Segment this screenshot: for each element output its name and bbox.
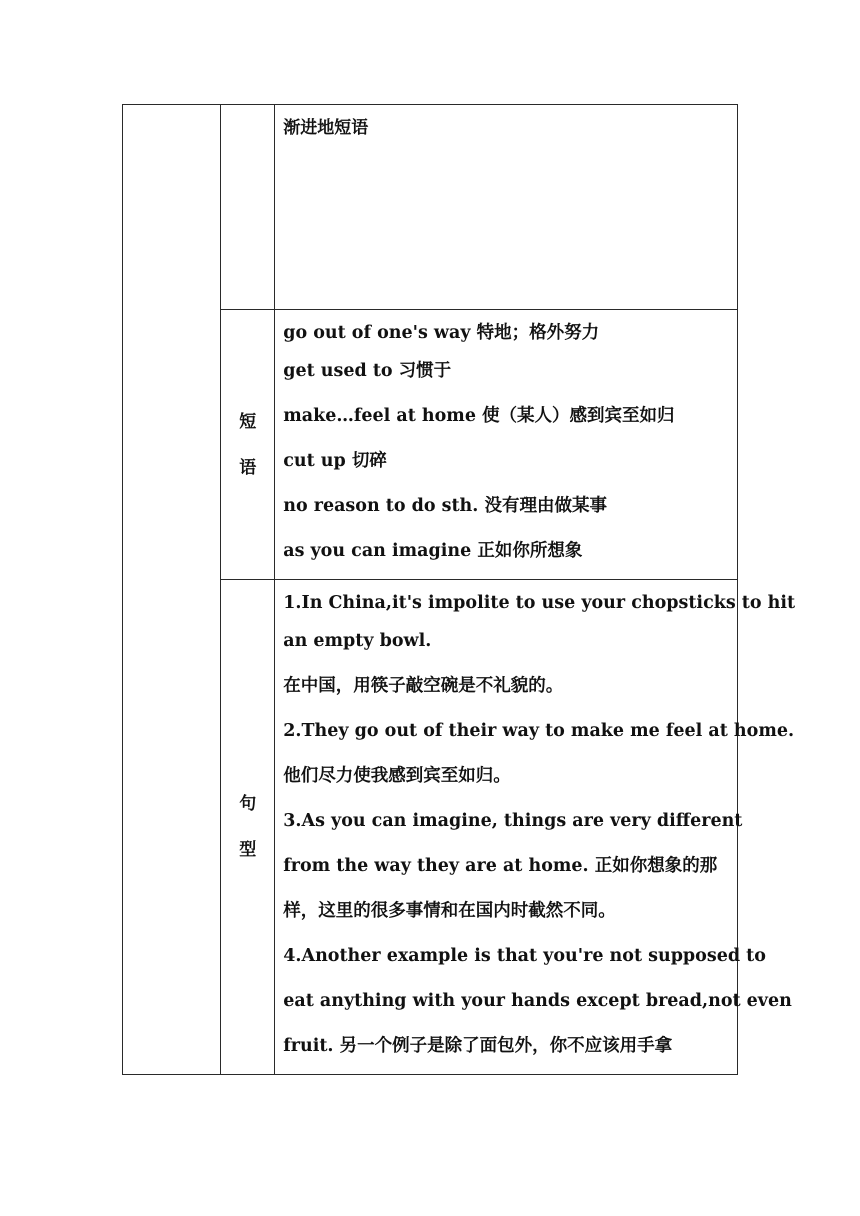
row1-text: 渐进地短语 (283, 118, 369, 138)
phrase-line: get used to 习惯于 (283, 361, 452, 381)
sentences-label-cell (221, 580, 275, 1075)
phrases-label-char: 短 (239, 411, 257, 432)
sentence-line: 1.In China,it's impolite to use your chopsticks to hit (283, 593, 796, 613)
phrases-label-cell (221, 310, 275, 580)
sentence-line: 4.Another example is that you're not supposed to (283, 946, 766, 966)
phrase-line: cut up 切碎 (283, 451, 387, 471)
sentences-label-char: 句 (239, 794, 257, 814)
sentences-label-char: 型 (239, 840, 257, 860)
sentence-line: 3.As you can imagine, things are very different (283, 811, 743, 831)
empty-label-cell (221, 105, 275, 310)
sentence-line: 2.They go out of their way to make me feel at home. (283, 721, 795, 741)
unit-column-cell (123, 105, 221, 1075)
sentence-line: 样，这里的很多事情和在国内时截然不同。 (283, 901, 616, 921)
sentence-line: an empty bowl. (283, 631, 432, 651)
sentence-line: eat anything with your hands except bread,not even (283, 991, 792, 1011)
sentence-line: 在中国，用筷子敲空碗是不礼貌的。 (283, 676, 564, 696)
sentences-content-cell (275, 580, 796, 1075)
sentence-line: 他们尽力使我感到宾至如归。 (283, 766, 511, 786)
phrases-content-cell (275, 310, 738, 580)
vocabulary-table (122, 104, 796, 1075)
phrases-label-char: 语 (239, 457, 257, 478)
content-cell (275, 105, 738, 310)
table-row (123, 105, 738, 310)
phrase-line: no reason to do sth. 没有理由做某事 (283, 496, 607, 516)
phrase-line: make…feel at home 使（某人）感到宾至如归 (283, 406, 675, 426)
phrase-line: go out of one's way 特地；格外努力 (283, 323, 600, 343)
phrase-line: as you can imagine 正如你所想象 (283, 541, 583, 561)
sentence-line: fruit. 另一个例子是除了面包外，你不应该用手拿 (283, 1036, 673, 1056)
sentence-line: from the way they are at home. 正如你想象的那 (283, 856, 718, 876)
